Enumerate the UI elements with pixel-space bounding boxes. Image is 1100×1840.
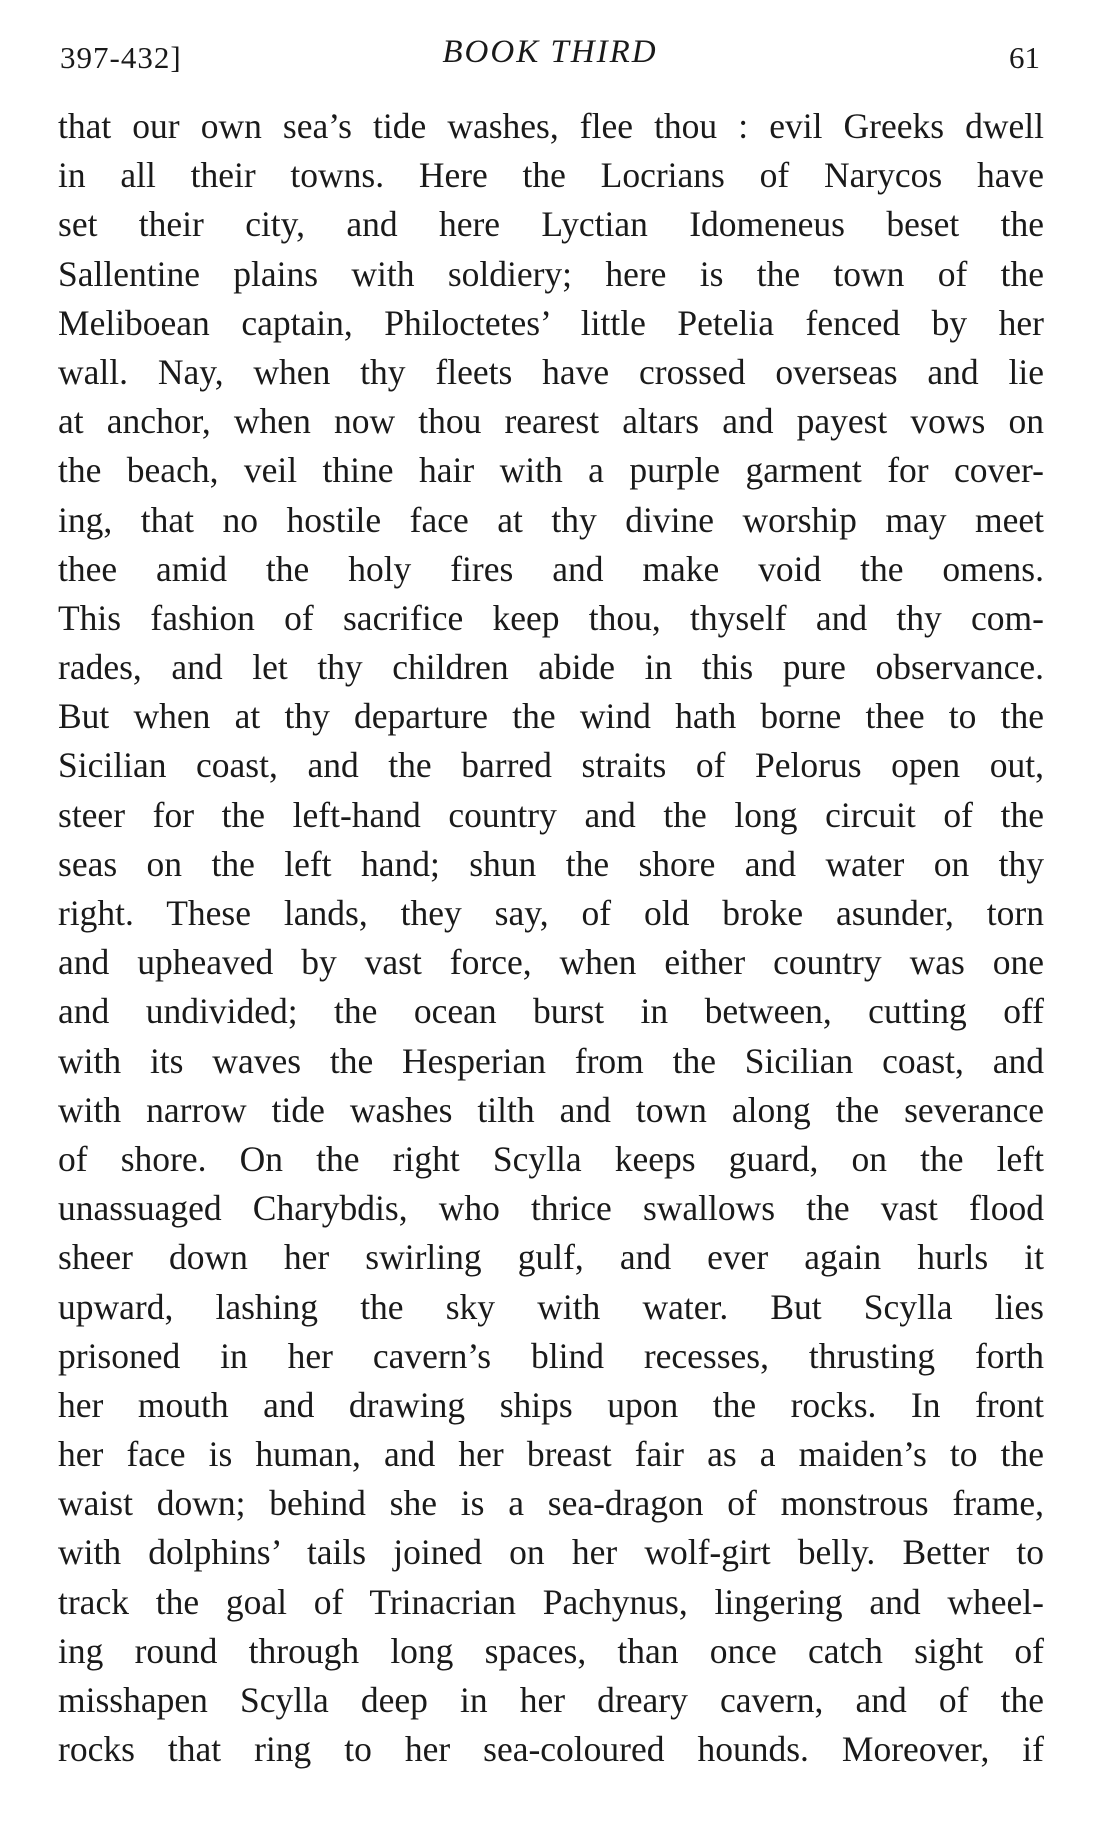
text-line: misshapen Scylla deep in her dreary cavern, and of the: [58, 1680, 1044, 1720]
running-head: [60, 34, 1040, 82]
text-line: rades, and let thy children abide in this pure observance.: [58, 647, 1044, 688]
text-line: in all their towns. Here the Locrians of Narycos have: [58, 155, 1044, 196]
text-line: her mouth and drawing ships upon the rocks. In front: [58, 1384, 1044, 1425]
text-line: seas on the left hand; shun the shore and water on thy: [58, 843, 1044, 884]
text-line: set their city, and here Lyctian Idomeneus beset the: [58, 204, 1044, 245]
text-line: with dolphins’ tails joined on her wolf-girt belly. Better to: [58, 1532, 1044, 1573]
text-line: with narrow tide washes tilth and town along the severance: [58, 1089, 1044, 1130]
text-line: and undivided; the ocean burst in between, cutting off: [58, 991, 1044, 1032]
text-line: of shore. On the right Scylla keeps guard, on the left: [58, 1138, 1044, 1179]
text-line: But when at thy departure the wind hath borne thee to the: [58, 696, 1044, 737]
line-range: 397-432]: [60, 40, 182, 75]
text-line: upward, lashing the sky with water. But Scylla lies: [58, 1286, 1044, 1327]
text-line: steer for the left-hand country and the long circuit of the: [58, 794, 1044, 835]
text-line: her face is human, and her breast fair as a maiden’s to the: [58, 1434, 1044, 1475]
text-line: ing, that no hostile face at thy divine worship may meet: [58, 499, 1044, 540]
text-line: sheer down her swirling gulf, and ever again hurls it: [58, 1237, 1044, 1278]
text-line: Meliboean captain, Philoctetes’ little Petelia fenced by her: [58, 302, 1044, 343]
text-line: and upheaved by vast force, when either country was one: [58, 942, 1044, 983]
text-line: This fashion of sacrifice keep thou, thyself and thy com-: [58, 597, 1044, 638]
text-line: rocks that ring to her sea-coloured hounds. Moreover, if: [58, 1729, 1044, 1770]
text-line: that our own sea’s tide washes, flee thou : evil Greeks dwell: [58, 106, 1044, 146]
text-line: track the goal of Trinacrian Pachynus, lingering and wheel-: [58, 1581, 1044, 1622]
text-line: waist down; behind she is a sea-dragon of monstrous frame,: [58, 1483, 1044, 1524]
text-line: thee amid the holy fires and make void the omens.: [58, 548, 1044, 589]
book-title: BOOK THIRD: [442, 34, 658, 70]
text-line: Sallentine plains with soldiery; here is the town of the: [58, 253, 1044, 294]
text-line: with its waves the Hesperian from the Sicilian coast, and: [58, 1040, 1044, 1081]
text-line: right. These lands, they say, of old broke asunder, torn: [58, 893, 1044, 933]
text-line: ing round through long spaces, than once catch sight of: [58, 1630, 1044, 1671]
text-line: at anchor, when now thou rearest altars and payest vows on: [58, 401, 1044, 442]
page-number: 61: [1009, 40, 1040, 75]
text-line: Sicilian coast, and the barred straits of Pelorus open out,: [58, 745, 1044, 786]
text-line: the beach, veil thine hair with a purple garment for cover-: [58, 450, 1044, 491]
body-text: [58, 102, 1044, 1774]
text-line: prisoned in her cavern’s blind recesses, thrusting forth: [58, 1335, 1044, 1376]
text-line: unassuaged Charybdis, who thrice swallows the vast flood: [58, 1188, 1044, 1229]
text-line: wall. Nay, when thy fleets have crossed overseas and lie: [58, 351, 1044, 392]
